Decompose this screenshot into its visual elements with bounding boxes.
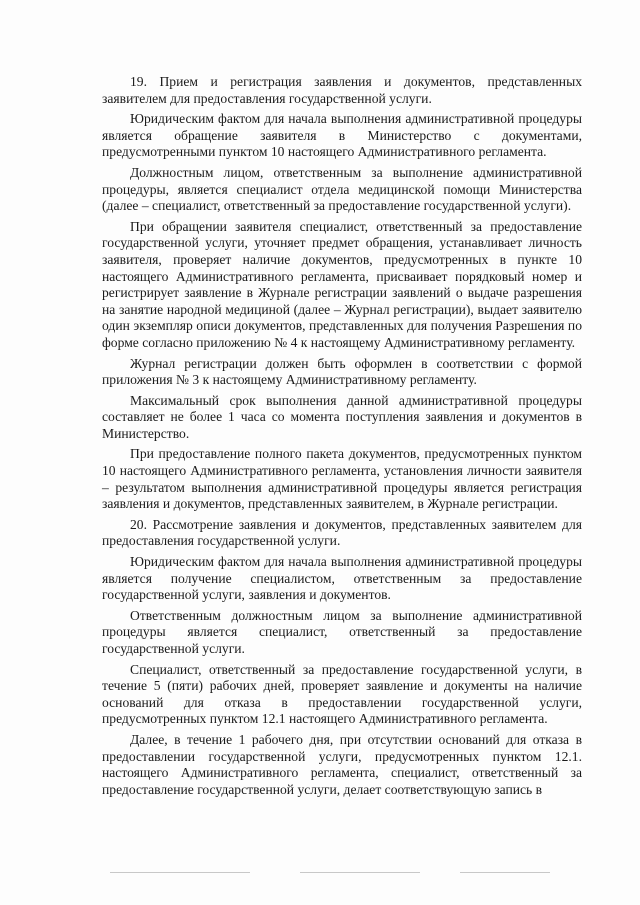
- paragraph: Ответственным должностным лицом за выполнение административной процедуры является специалист, ответственный за предоставление государственной услуги.: [102, 607, 582, 656]
- paragraph-section-20-heading: 20. Рассмотрение заявления и документов, представленных заявителем для предоставления государственной услуги.: [102, 516, 582, 549]
- paragraph: Журнал регистрации должен быть оформлен в соответствии с формой приложения № 3 к настоящему Административному регламенту.: [102, 355, 582, 388]
- paragraph-section-19-heading: 19. Прием и регистрация заявления и документов, представленных заявителем для предоставления государственной услуги.: [102, 74, 582, 106]
- scan-noise-line: [460, 872, 550, 873]
- scan-noise-line: [110, 872, 250, 873]
- document-body: [102, 74, 582, 802]
- paragraph: Должностным лицом, ответственным за выполнение административной процедуры, является специалист отдела медицинской помощи Министерства (далее – специалист, ответственный за предоставление государственной услуги).: [102, 164, 582, 214]
- paragraph: Специалист, ответственный за предоставление государственной услуги, в течение 5 (пяти) рабочих дней, проверяет заявление и документы на наличие оснований для отказа в предоставлении государственной услуги, предусмотренных пунктом 12.1 настоящего Административного регламента.: [102, 661, 582, 727]
- paragraph: Максимальный срок выполнения данной административной процедуры составляет не более 1 часа со момента поступления заявления и документов в Министерство.: [102, 392, 582, 441]
- paragraph: Далее, в течение 1 рабочего дня, при отсутствии оснований для отказа в предоставлении государственной услуги, предусмотренных пунктом 12.1. настоящего Административного регламента, специалист, ответственный за предоставление государственной услуги, делает соответствующую запись в: [102, 731, 582, 797]
- paragraph: Юридическим фактом для начала выполнения административной процедуры является обращение заявителя в Министерство с документами, предусмотренными пунктом 10 настоящего Административного регламента.: [102, 111, 582, 160]
- paragraph: При обращении заявителя специалист, ответственный за предоставление государственной услуги, уточняет предмет обращения, устанавливает личность заявителя, проверяет наличие документов, предусмотренных в пункте 10 настоящего Административного регламента, присваивает порядковый номер и регистрирует заявление в Журнале регистрации заявлений о выдаче разрешения на занятие народной медициной (далее – Журнал регистрации), выдает заявителю один экземпляр описи документов, представленных для получения Разрешения по форме согласно приложению № 4 к настоящему Административному регламенту.: [102, 218, 582, 350]
- scan-noise-line: [300, 872, 420, 873]
- paragraph: Юридическим фактом для начала выполнения административной процедуры является получение специалистом, ответственным за предоставление государственной услуги, заявления и документов.: [102, 554, 582, 603]
- paragraph: При предоставление полного пакета документов, предусмотренных пунктом 10 настоящего Административного регламента, установления личности заявителя – результатом выполнения административной процедуры является регистрация заявления и документов, представленных заявителем, в Журнале регистрации.: [102, 446, 582, 512]
